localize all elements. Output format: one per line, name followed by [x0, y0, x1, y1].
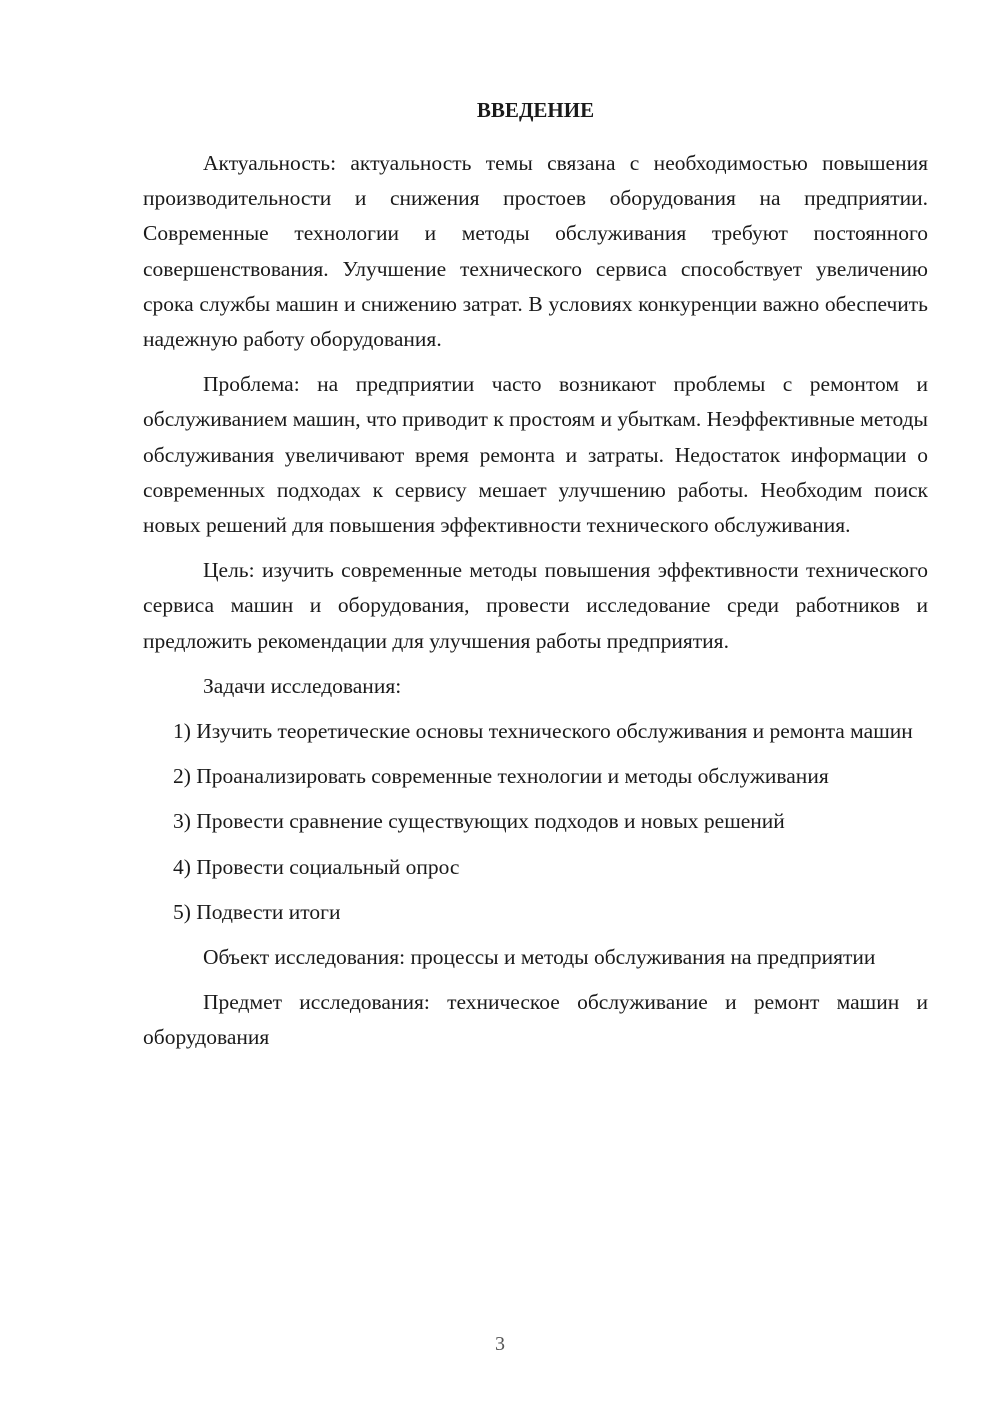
document-page — [143, 92, 928, 1066]
task-item: 1) Изучить теоретические основы технического обслуживания и ремонта машин — [173, 719, 913, 744]
task-item: 2) Проанализировать современные технологии и методы обслуживания — [173, 764, 829, 789]
paragraph-relevance: Актуальность: актуальность темы связана с необходимостью повышения производительности и снижения простоев оборудования на предприятии. Современные технологии и методы обслуживания требуют постоянного совершенствования. Улучшение технического сервиса способствует увеличению срока службы машин и снижению затрат. В условиях конкуренции важно обеспечить надежную работу оборудования. — [143, 151, 928, 352]
paragraph-goal: Цель: изучить современные методы повышения эффективности технического сервиса машин и оборудования, провести исследование среди работников и предложить рекомендации для улучшения работы предприятия. — [143, 558, 928, 653]
paragraph-subject: Предмет исследования: техническое обслуживание и ремонт машин и оборудования — [143, 990, 928, 1050]
task-item: 3) Провести сравнение существующих подходов и новых решений — [173, 809, 785, 834]
paragraph-problem: Проблема: на предприятии часто возникают проблемы с ремонтом и обслуживанием машин, что приводит к простоям и убыткам. Неэффективные методы обслуживания увеличивают время ремонта и затраты. Недостаток информации о современных подходах к сервису мешает улучшению работы. Необходим поиск новых решений для повышения эффективности технического обслуживания. — [143, 372, 928, 538]
page-number: 3 — [495, 1333, 505, 1355]
task-item: 4) Провести социальный опрос — [173, 854, 460, 879]
task-item: 5) Подвести итоги — [173, 899, 341, 924]
tasks-title: Задачи исследования: — [203, 673, 402, 698]
section-heading: ВВЕДЕНИЕ — [476, 98, 595, 122]
paragraph-object: Объект исследования: процессы и методы обслуживания на предприятии — [203, 945, 876, 970]
